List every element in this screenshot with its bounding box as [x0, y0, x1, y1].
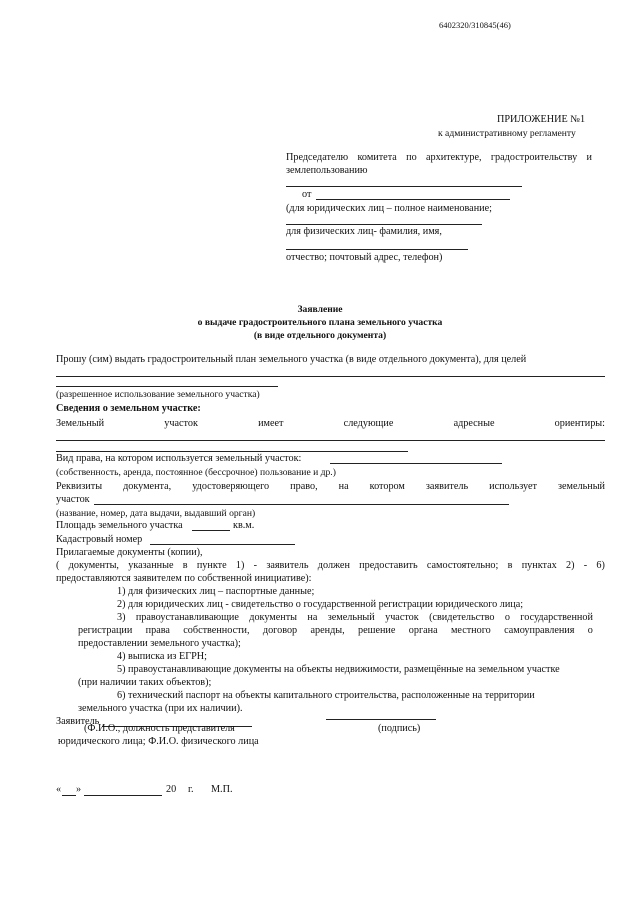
item-3-line1: 3) правоустанавливающие документы на земельный участок (свидетельство о государственной [117, 612, 593, 623]
date-year: 20 [166, 784, 177, 795]
purpose-blank-line1 [56, 376, 605, 377]
from-label: от [302, 189, 312, 200]
fio-hint: (Ф.И.О., должность представителя [84, 723, 235, 734]
addressee-line1: Председателю комитета по архитектуре, градостроительству и [286, 152, 592, 163]
plot-address-line: Земельный участок имеет следующие адресные ориентиры: [56, 418, 605, 429]
appendix-subtitle: к административному регламенту [438, 128, 576, 139]
attached-desc-line1: ( документы, указанные в пункте 1) - заявитель должен предоставить самостоятельно; в пунктах 2) - 6) [56, 560, 605, 571]
area-unit: кв.м. [233, 520, 255, 531]
legal-blank-line [286, 224, 482, 225]
item-2: 2) для юридических лиц - свидетельство о государственной регистрации юридического лица; [117, 599, 524, 610]
patronymic-hint: отчество; почтовый адрес, телефон) [286, 252, 443, 263]
right-hint: (собственность, аренда, постоянное (бессрочное) пользование и др.) [56, 467, 336, 478]
attached-desc-line2: предоставляются заявителем по собственной инициативе): [56, 573, 312, 584]
address-blank-line1 [56, 440, 605, 441]
address-blank-line2 [56, 451, 408, 452]
area-label: Площадь земельного участка [56, 520, 183, 531]
applicant-label: Заявитель [56, 716, 100, 727]
plot-heading: Сведения о земельном участке: [56, 403, 201, 414]
attached-label: Прилагаемые документы (копии), [56, 547, 203, 558]
date-close-quote: » [76, 784, 82, 795]
item-6-line1: 6) технический паспорт на объекты капитального строительства, расположенные на территории [117, 690, 535, 701]
signature-blank-line [326, 719, 436, 720]
details-continuation: участок [56, 494, 90, 505]
signature-hint: (подпись) [378, 723, 421, 734]
physical-hint: для физических лиц- фамилия, имя, [286, 226, 442, 237]
appendix-title: ПРИЛОЖЕНИЕ №1 [497, 114, 586, 125]
item-3-line2: регистрации права собственности, договор аренды, решение органа местного самоуправления о [78, 625, 593, 636]
right-type-blank-line [330, 463, 502, 464]
use-hint: (разрешенное использование земельного участка) [56, 389, 260, 400]
legal-hint: (для юридических лиц – полное наименование; [286, 203, 492, 214]
right-type-label: Вид права, на котором используется земельный участок: [56, 453, 302, 464]
date-year-suffix: г. [188, 784, 194, 795]
document-code: 6402320/310845(46) [439, 20, 511, 30]
date-open-quote: « [56, 784, 62, 795]
physical-blank-line [286, 249, 468, 250]
item-1: 1) для физических лиц – паспортные данные; [117, 586, 315, 597]
item-5-line1: 5) правоустанавливающие документы на объекты недвижимости, размещённые на земельном участке [117, 664, 560, 675]
item-3-line3: предоставлении земельного участка); [78, 638, 241, 649]
addressee-line2: землепользованию [286, 165, 368, 176]
stamp-label: М.П. [211, 784, 233, 795]
purpose-blank-line2 [56, 386, 278, 387]
area-blank-line [192, 530, 230, 531]
item-5-line2: (при наличии таких объектов); [78, 677, 212, 688]
fio-hint-2: юридического лица; Ф.И.О. физического лица [58, 736, 259, 747]
heading-line3: (в виде отдельного документа) [253, 330, 387, 341]
cadastral-blank-line [150, 544, 295, 545]
item-4: 4) выписка из ЕГРН; [117, 651, 207, 662]
details-blank-line [94, 504, 509, 505]
from-blank-line [316, 199, 510, 200]
item-6-line2: земельного участка (при их наличии). [78, 703, 243, 714]
heading-line2: о выдаче градостроительного плана земельного участка [197, 317, 443, 328]
details-hint: (название, номер, дата выдачи, выдавший орган) [56, 508, 256, 519]
request-line: Прошу (сим) выдать градостроительный план земельного участка (в виде отдельного документа), для целей [56, 354, 527, 365]
month-blank-line [84, 795, 162, 796]
day-blank-line [62, 795, 76, 796]
heading-line1: Заявление [297, 304, 343, 315]
addressee-blank-line [286, 186, 522, 187]
cadastral-label: Кадастровый номер [56, 534, 143, 545]
details-line: Реквизиты документа, удостоверяющего право, на котором заявитель использует земельный [56, 481, 605, 492]
